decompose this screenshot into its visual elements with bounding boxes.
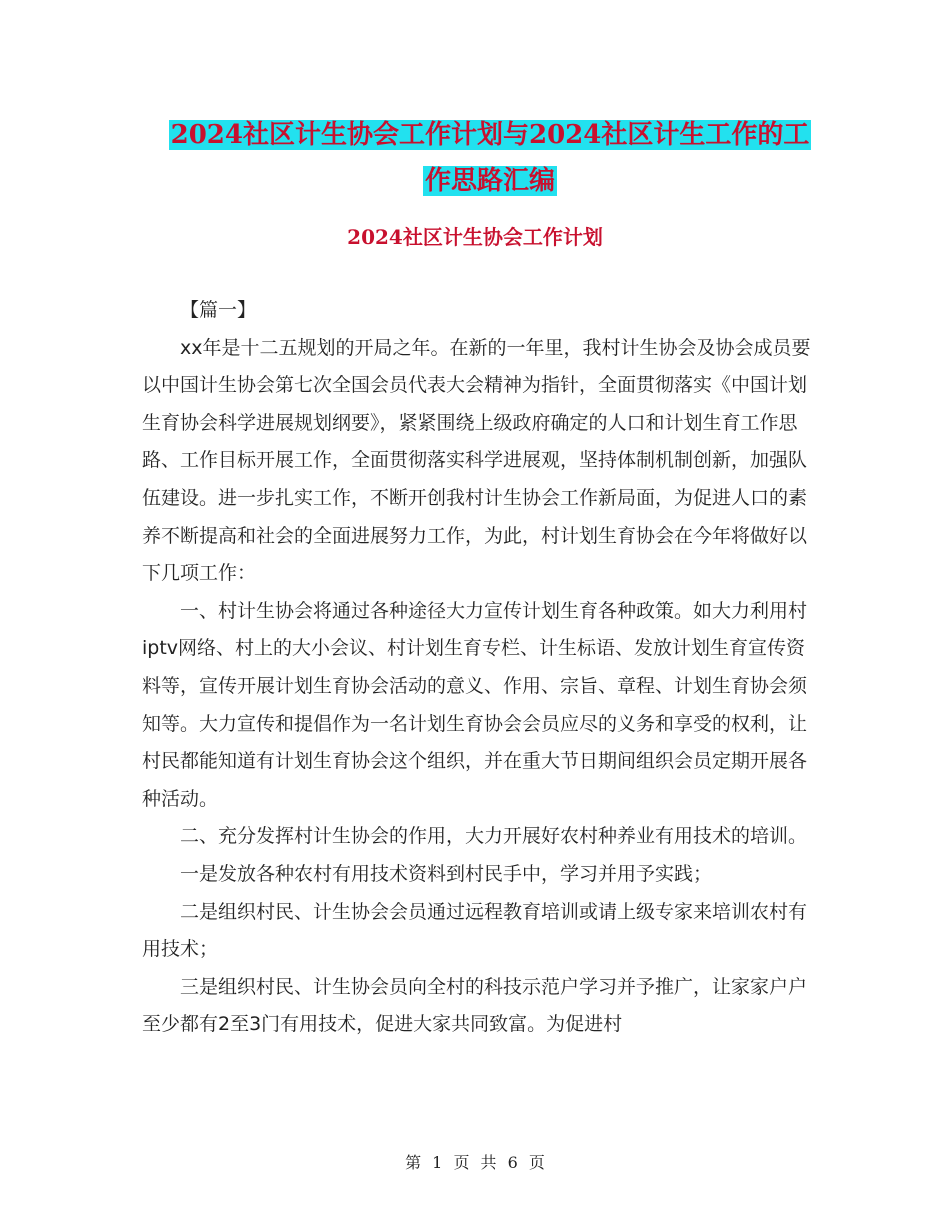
title-line-2: 作思路汇编 [424,166,555,196]
document-body [142,292,812,1044]
page-footer: 第 1 页 共 6 页 [405,1153,545,1172]
section-subtitle: 2024社区计生协会工作计划 [347,225,603,249]
paragraph: 一、村计生协会将通过各种途径大力宣传计划生育各种政策。如大力利用村iptv网络、村上的大小会议、村计划生育专栏、计生标语、发放计划生育宣传资料等，宣传开展计划生育协会活动的意义、作用、宗旨、章程、计划生育协会须知等。大力宣传和提倡作为一名计划生育协会会员应尽的义务和享受的权利，让村民都能知道有计划生育协会这个组织，并在重大节日期间组织会员定期开展各种活动。 [142,599,808,810]
document-title [140,112,840,204]
section-label: 【篇一】 [180,299,257,321]
paragraph: 三是组织村民、计生协会员向全村的科技示范户学习并予推广，让家家户户至少都有2至3门有用技术，促进大家共同致富。为促进村 [142,975,808,1036]
paragraph: 二是组织村民、计生协会会员通过远程教育培训或请上级专家来培训农村有用技术； [142,900,808,961]
paragraph: 一是发放各种农村有用技术资料到村民手中，学习并用予实践； [180,862,713,885]
paragraph: xx年是十二五规划的开局之年。在新的一年里，我村计生协会及协会成员要以中国计生协会第七次全国会员代表大会精神为指针，全面贯彻落实《中国计划生育协会科学进展规划纲要》，紧紧围绕上级政府确定的人口和计划生育工作思路、工作目标开展工作，全面贯彻落实科学进展观，坚持体制机制创新，加强队伍建设。进一步扎实工作，不断开创我村计生协会工作新局面，为促进人口的素养不断提高和社会的全面进展努力工作，为此，村计划生育协会在今年将做好以下几项工作： [142,336,811,585]
title-line-1: 2024社区计生协会工作计划与2024社区计生工作的工 [170,120,810,150]
paragraph: 二、充分发挥村计生协会的作用，大力开展好农村种养业有用技术的培训。 [180,825,808,848]
